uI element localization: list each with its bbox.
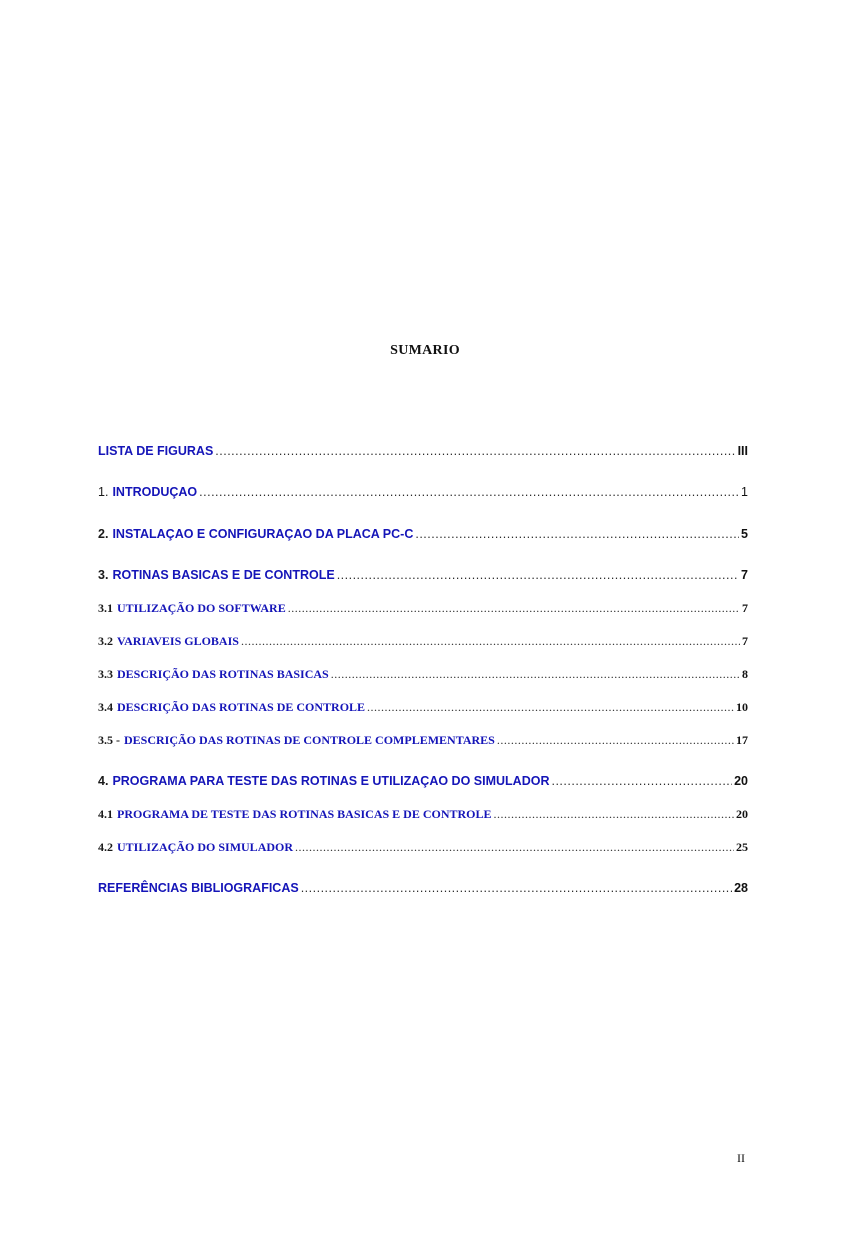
toc-entry-page: 28 [734,881,748,895]
toc-entry-page: 20 [734,774,748,788]
toc-entry-number: 4.1 [98,807,113,821]
toc-entry-page: 17 [736,733,748,747]
page-number: II [737,1151,745,1165]
toc-entry-label[interactable]: DESCRIÇÃO DAS ROTINAS DE CONTROLE COMPLEMENTARES [124,733,495,747]
toc-entry-label[interactable]: DESCRIÇÃO DAS ROTINAS DE CONTROLE [117,700,366,714]
toc-entry-instalacao[interactable] [98,526,748,542]
toc-entry-page: 25 [736,840,748,854]
toc-entry-label[interactable]: REFERÊNCIAS BIBLIOGRAFICAS [98,881,299,895]
toc-entry-3-3[interactable] [98,666,748,682]
toc-entry-3-1[interactable] [98,600,748,616]
toc-entry-label[interactable]: UTILIZAÇÃO DO SOFTWARE [117,601,286,615]
toc-entry-label[interactable]: ROTINAS BASICAS E DE CONTROLE [112,568,335,582]
toc-entry-4-1[interactable] [98,806,748,822]
toc-entry-number: 3.5 - [98,733,120,747]
toc-entry-number: 3. [98,568,109,582]
toc-entry-number: 3.2 [98,634,113,648]
toc-entry-label[interactable]: UTILIZAÇÃO DO SIMULADOR [117,840,294,854]
toc-entry-label[interactable]: LISTA DE FIGURAS [98,444,214,458]
toc-entry-lista-de-figuras[interactable] [98,443,748,459]
dot-leader [288,600,740,616]
toc-entry-introducao[interactable] [98,484,748,500]
toc-entry-3-5[interactable] [98,732,748,748]
toc-entry-page: 10 [736,700,748,714]
toc-entry-4-2[interactable] [98,839,748,855]
toc-entry-page: III [737,444,748,458]
toc-entry-rotinas-basicas[interactable] [98,567,748,583]
dot-leader [415,526,739,542]
toc-entry-number: 3.1 [98,601,113,615]
dot-leader [301,880,732,896]
toc-entry-number: 4.2 [98,840,113,854]
toc-entry-page: 8 [742,667,748,681]
page-title: SUMARIO [390,343,460,358]
toc-entry-page: 7 [742,601,748,615]
toc-entry-page: 5 [741,527,748,541]
toc-entry-page: 1 [741,485,748,499]
toc-entry-label[interactable]: PROGRAMA DE TESTE DAS ROTINAS BASICAS E DE CONTROLE [117,807,492,821]
dot-leader [331,666,740,682]
dot-leader [367,699,734,715]
toc-entry-label[interactable]: PROGRAMA PARA TESTE DAS ROTINAS E UTILIZAÇAO DO SIMULADOR [112,774,550,788]
toc-entry-page: 7 [742,634,748,648]
toc-entry-referencias[interactable] [98,880,748,896]
toc-entry-label[interactable]: VARIAVEIS GLOBAIS [117,634,239,648]
toc-entry-number: 3.4 [98,700,113,714]
dot-leader [551,773,732,789]
dot-leader [241,633,740,649]
toc-entry-label[interactable]: DESCRIÇÃO DAS ROTINAS BASICAS [117,667,329,681]
toc-entry-label[interactable]: INSTALAÇAO E CONFIGURAÇAO DA PLACA PC-C [112,527,414,541]
toc-entry-3-4[interactable] [98,699,748,715]
dot-leader [199,484,739,500]
toc-entry-label[interactable]: INTRODUÇAO [112,485,198,499]
dot-leader [497,732,734,748]
toc-entry-number: 4. [98,774,109,788]
dot-leader [337,567,739,583]
dot-leader [494,806,734,822]
dot-leader [295,839,734,855]
dot-leader [215,443,735,459]
toc-entry-page: 20 [736,807,748,821]
toc-entry-number: 1. [98,485,109,499]
toc-entry-number: 3.3 [98,667,113,681]
toc-entry-number: 2. [98,527,109,541]
toc-entry-programa-teste[interactable] [98,773,748,789]
toc-entry-3-2[interactable] [98,633,748,649]
toc-entry-page: 7 [741,568,748,582]
